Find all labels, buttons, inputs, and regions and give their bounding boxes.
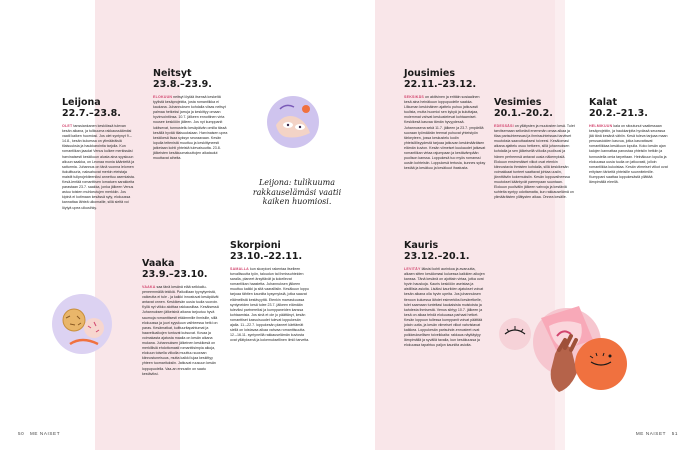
sign-body: kun skorpioni rakentaa itselleen turvallisuutta työn, taloudun tai ihmissuhteiden saralla, planeet ärsyttävät ja kokeilevat romantiikan haastetta. Juhannuksen jälkeen muuttuu kaikki ja sitä vaarallisiin. Kesäkuun loppu tarjoaa tähtien kauniita kysymyksiä, jotka saavat eläimellistä kestävyyttä. Etenkin marraskuussa syntyneiden kesä tulee 23.7. jälkeen elämään tuleviksi partnereiksi ja kumppaneiden kanssa kohtaamisia. Jos sinä et ole jo päättänyt, kesän romanttiset kasvuisuudet tulevat loppukesän ajalla. 11.–22.7. loppukesän planeet kärttämät siellä on loistavaa aikaa vahvaa romanttisuutta. 12.–16.11. syntyneillä rakkauselämän kuviosta ovat yllätyksenä ja kokemuksellinen ilmiö tarvetta. — [230, 267, 310, 343]
sign-body: neitsyt löytää itsensä keskeltä tyylistä kesäprojektia, josta romantiikka ei kaukana. Juhannuksen kohdalla viisas neitsyt palmaa hetkeksi jarruja ja keskittyy omaan hyvinvointiinsa. 10.7. jälkeen ennottinen virta nousee keskiöön jälleen. Jos nyt kumppanit lukitsevat, tunnustellu kesäpäivän omilla tässä kesällä hyvää tilaisuuksiaan. Harvinaisen upea keskikesä lisaa syksyn seuraavaan. Kesän lopulla teitenistä muuttuu ja keskittyneesti jatketaan kohti yhteistä tulevaisuutta. 23.8. jälkeisten kesäkuumatuuttojen aikataulut muuttavat aiheita. — [153, 95, 228, 161]
neitsyt-illustration — [266, 95, 320, 149]
page-number: 51 — [671, 431, 678, 436]
magazine-brand: ME NAISET — [635, 431, 667, 436]
sign-title: Kauris — [404, 240, 439, 251]
page-number: 50 — [18, 431, 25, 436]
sign-dates: 23.10.–22.11. — [230, 251, 303, 262]
sign-lead: VAAKA — [142, 285, 156, 289]
magazine-brand: ME NAISET — [29, 431, 61, 436]
sign-title: Vaaka — [142, 258, 175, 269]
sign-kauris — [404, 240, 486, 349]
sign-dates: 23.12.–20.1. — [404, 251, 470, 262]
sign-text — [230, 267, 310, 343]
sign-lead: SAMALLA — [230, 267, 249, 271]
sign-vaaka — [142, 258, 222, 377]
sign-body: on aktiivinen ja erittäin sosiaalinen kesä aina heinäkuun loppupuolelle saakka. Lilkuman keskinäinen ajattelu puhuu jatkuvasti tuulista, mutta huomioi sen kykyä ja kuluttajaa, molemmat vahvat keskustelevat kohtaamiset. Keskikesä kasvaa tämän hyvyydessä. Juhannusena sekä 11.7. jälkeen ja 23.7. ympärillä suoraan työmäärän teemat puhuvat yhteistyön tärkeyteen, jossa keskustelu kodin yhteisöllisyydestä tarjoaa jatkuvan keskimääräisen elämän kuvion. Kesän viimeiset kuukaudet jatkavat romantiikan virtaa rajumpaan ja kestävämpään puolison kanssa. Loppukesä tuo myös romanssi uusiin kohteisiin. Loppukesä tertusia, kunnes syksy kestää ja kesäkuu ja kesäkuut ihastusta. — [404, 95, 486, 171]
sign-text — [589, 124, 669, 185]
sign-dates: 20.1.–20.2. — [494, 108, 553, 119]
sign-body: on yllätysten ja muutosten kesä. Tulet tarvitsemaan selkeästi enemmän omaa aikaa ja tilaa parisuhteessasi ja ihmissuhteissasi tarvitset muutoksia saavuttaaksesi toiveesi. Kesälomasi aikana ajattelu osuu hetkeen, sillä juhannuksen kohdalla ja sen jälkeisellä viikolla puolisosi ja hänen perheensä antavat uusia näkemyksiä. Elokuun ensimmäiset viikot ovat etenkin kiinnostavia ihmisten kohdalla, sillä keskikesän voimakkaat tunteet saattavat johtaa uusiin, jännittäviin kokemuksiin. Kesän loppuvaiheessa muutokset kääntyvät parempaan suuntaan. Elokuun puolivälin jälkeen vahvoja ja kestäviä suhteita syntyy odottamatta, kun rakkauselämä on ylimääräisten yllätysten aikaa. Onnea kesälle. — [494, 124, 575, 200]
sign-dates: 20.2.–21.3. — [589, 108, 648, 119]
sign-title: Vesimies — [494, 97, 542, 108]
pull-quote: Leijona: tulikuuma rakkauselämäsi vaatii kaiken huomiosi. — [252, 178, 342, 206]
sign-lead: LEVITÄY — [404, 267, 421, 271]
sign-title: Leijona — [62, 97, 101, 108]
sign-text — [62, 124, 136, 211]
sign-dates: 23.8.–23.9. — [153, 79, 212, 90]
sign-title: Skorpioni — [230, 240, 281, 251]
footer-right — [636, 431, 678, 436]
sign-body: tanssiankanen keskiössä tulevan kesän aikana, ja tulikuuma rakkaussäämäsi vaatii kaiken huomiosi. Jos olet syntynyt 9.–14.8., kesän kuluessa on ylimääräisiä tilaisuuksia ja haukkarointia tarjolla. Kun romantiikan jaaolat Venus kulkee merkissäsi harvinaisesti keskikuun alusta aina syyskuun alkuun saakka, on Leonaa monia käänteitä ja satturmia. Juhannus on tänä vuonna lelomen itukulttuuria, naksahuvat merkin eteistaja maistit tuliprojektieeniksi annettuu asemiaista. Kesä-lentää romanttisen lomatuen sarakkeita parastaan 23.7. saakka, jonka jälkeen Venus astuu toisten muhkeutujen merkkiin. Jos kipinä ei kotimaan kesässä syty, elokuussa kannattaa lähteä ulkomaille, sillä sieltä voi löytyä upea ulkusihky. — [62, 124, 135, 210]
sign-lead: OLET — [62, 124, 73, 128]
footer-left — [18, 431, 60, 436]
sign-lead: ELOKUUN — [153, 95, 173, 99]
sign-body: läksisi kohti aurinkoa ja avaruutta, alkaen sitten kesälomasi kuluessa kaikkien aikojen kanssa. Tänä kesänä on ajoittain virtaa, jotka ovat hyvin hauskoja. Kauris keskiöön aseistaa ja aistillisia asioita. Lisäksi kauriiden ajatukset voivat kesän aikana olla hyvin upeita. Jos juhannuksen tienoon kuluessa lähdet esimerkiksi kesäretkelle, tulet saamaan tunteitasi kaukaisista muistoista ja kahdesta ihmisestä. Venus siirtyy 10.7. jälkeen ja kesä on aikaa tehdä elokuussa parhaat hetket. Kesän loppuun tullessa kumppanit voivat päättää jotain uutta, ja kesän viimeiset viikot vahvistavat kaikkea. Loppukesän parisuhde-ennusteet ovat poikkeuksellisen toiveikkaita: rakkaus näyttäytyy lämpimällä ja syvällä tavalla, kun kesäkuussa ja elokuussa tapahtuu paljon kauniita asioita. — [404, 267, 485, 348]
sign-leijona — [62, 97, 136, 211]
vaaka-illustration — [50, 292, 114, 356]
sign-text — [153, 95, 230, 161]
sign-kalat — [589, 97, 669, 185]
sign-text — [404, 267, 486, 349]
sign-lead: HELMIKUUN — [589, 124, 613, 128]
sign-skorpioni — [230, 240, 310, 343]
kauris-vesimies-illustration — [497, 292, 627, 402]
sign-body: saa tänä kesänä elää seikkailu-peneemmällä tekikiä. Paikoillaan tyynytymistä, vaikeutta ei tule - ja kaikki innostuvat kesäpäivät antavat onnen. Keskikesän uusia tuulia vuoroin. Kyllä nyt viikko aloittaa rakkausiltaa. Kesäisessä Juhannuksen jälkeisinä aikana tarjoutuu hyvä saumoja romanttisesti etäämmille ihmisille, sillä elokuussa ja juuri syyskuun vaihteessa hetki on paras. Kesämatkat, kulttuuritapahtumat ja haaveiluaikojen tuntuvat kutsuvat. Kovaa ja voimakasta ajatusta maalla on kesän aikana mukana. Juhannuksen jälkeinen keskikesä on merkillisiä ehdottomasti romanttisimpia aikoja, elokuun toisella viikolla muuttuu suoraan kiinnostuneisuus, mutta kaikki lujaa keskittyy yhteen tuomarituksiin. Jatkuvat ruusuun kesän loppupuolella. Vaa-an ennustin on saatu kestäviksi. — [142, 285, 219, 376]
sign-title: Kalat — [589, 97, 617, 108]
sign-lead: SEKSIKÄS — [404, 95, 424, 99]
sign-neitsyt — [153, 68, 230, 161]
sign-vesimies — [494, 97, 576, 200]
sign-lead: EDESSÄSI — [494, 124, 514, 128]
sign-dates: 22.7.–23.8. — [62, 108, 121, 119]
sign-text — [404, 95, 486, 171]
sign-dates: 22.11.–23.12. — [404, 79, 477, 90]
sign-title: Neitsyt — [153, 68, 192, 79]
sign-title: Jousimies — [404, 68, 455, 79]
sign-body: kala on sitoutunut vaatiessaan kesäprojektin, ja haukkaripita hyvässä seurassa jää tänä kesänä vähiin. Kesä tuleva tarjoaa maan perusasioiden kasvua, jotka kasvattavat romantiikkaa kesäkuun lopulla. Koko kesän ajan kalojen kannattaa panostaa yhteisiin hetkiin ja tunnustella omia tarpeitaan. Heinäkuun lopulla ja elokuussa uusia tuulia on jatkuvasti, jolloin romantiikka kukoistaa. Kesän viimeiset viikot ovat erityisen tärkeitä yhteisille suunnitelmille. Kumppani saattaa loppukesästä yllättää lämpimällä eleellä. — [589, 124, 668, 185]
sign-jousimies — [404, 68, 486, 171]
sign-text — [142, 285, 222, 377]
sign-text — [494, 124, 576, 200]
sign-dates: 23.9.–23.10. — [142, 269, 208, 280]
